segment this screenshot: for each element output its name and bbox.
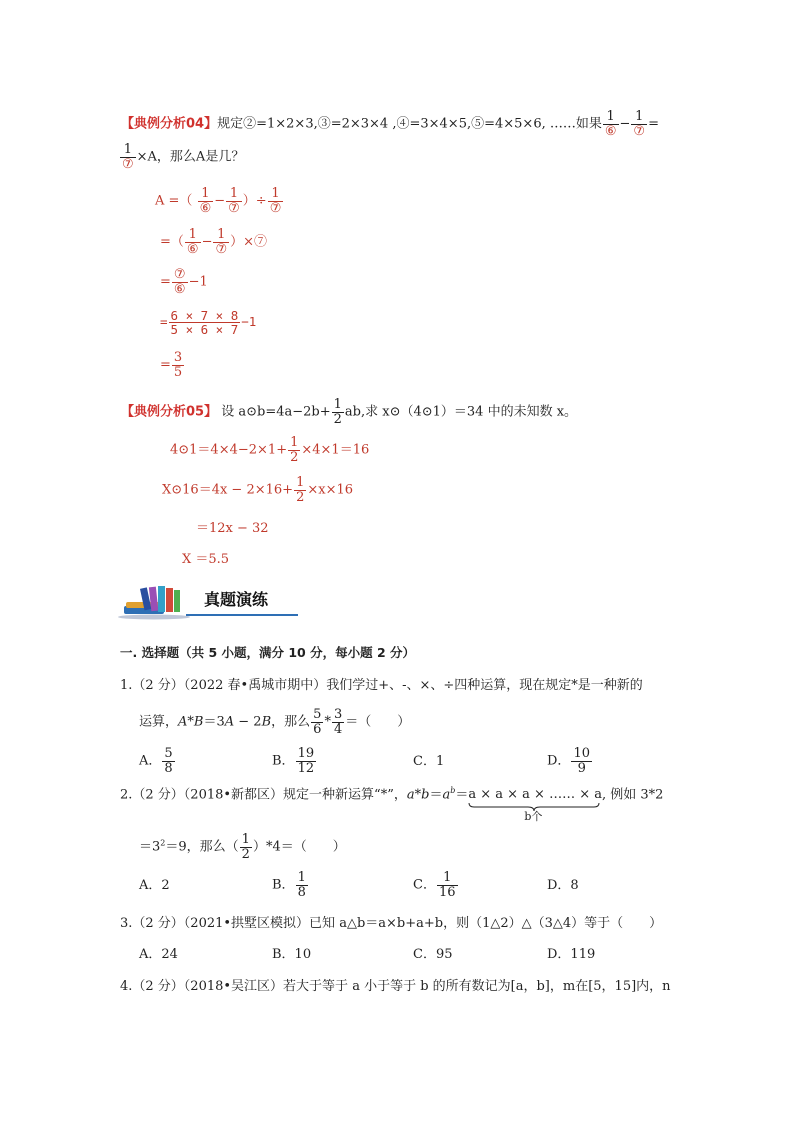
fraction-1-over-7: $\frac{1}{\text{⑦}}$ <box>122 142 134 172</box>
question-2-option-d[interactable]: D．8 <box>547 878 579 893</box>
example-05-line3: ＝12x − 32 <box>196 521 269 536</box>
example-05-tag: 【典例分析05】 <box>121 404 218 420</box>
question-1-option-d[interactable]: D． $\frac{10}{9}$ <box>547 746 590 776</box>
example-05-question: 【典例分析05】 设 a⊙b=4a−2b+ $\frac{1}{2}$ ab,求 x⊙（4⊙1）＝34 中的未知数 x。 <box>121 397 578 427</box>
question-1-option-b[interactable]: B． $\frac{19}{12}$ <box>272 746 315 776</box>
section-heading: 一. 选择题（共 5 小题，满分 10 分，每小题 2 分） <box>120 645 416 660</box>
example-04-line2: $\frac{1}{\text{⑦}}$ ×A，那么A是几？ <box>122 142 245 172</box>
example-04-text: 规定②=1×2×3,③=2×3×4 ,④=3×4×5,⑤=4×5×6, ……如果 <box>217 116 602 132</box>
question-4-line1: 4.（2 分）（2018•吴江区）若大于等于 a 小于等于 b 的所有数记为[a，b]，m在[5，15]内，n <box>120 979 671 994</box>
example-05-line4: X ＝5.5 <box>182 552 230 567</box>
question-3-option-d[interactable]: D．119 <box>547 947 596 962</box>
question-3-option-b[interactable]: B．10 <box>272 947 312 962</box>
fraction-1-over-6: $\frac{1}{\text{⑥}}$ <box>604 109 617 139</box>
question-1-line2: 运算，A*B＝3A − 2B，那么 $\frac{5}{6}$ * $\frac{3}{4}$ ＝（ ） <box>139 707 411 737</box>
example-04-step3: = $\frac{\text{⑦}}{\text{⑥}}$ −1 <box>160 267 208 297</box>
question-3-line1: 3.（2 分）（2021•拱墅区模拟）已知 a△b＝a×b+a+b，则（1△2）△（3△4）等于（ ） <box>120 916 663 931</box>
example-05-line1: 4⊙1＝4×4−2×1+ $\frac{1}{2}$ ×4×1＝16 <box>170 435 370 465</box>
example-04-step2: =（ $\frac{1}{\text{⑥}}$ − $\frac{1}{\text{⑦}}$ ）×⑦ <box>160 227 268 257</box>
question-3-option-a[interactable]: A．24 <box>139 947 178 962</box>
question-1-option-c[interactable]: C．1 <box>413 754 445 769</box>
question-3-option-c[interactable]: C．95 <box>413 947 453 962</box>
question-2-line1: 2.（2 分）（2018•新都区）规定一种新运算“*”，$a*b=a^b=a \times a \times a$ × …… × a b个 , 例如 3*2 <box>120 786 664 824</box>
question-1-line1: 1.（2 分）（2022 春•禹城市期中）我们学过+、-、×、÷四种运算，现在规定*是一种新的 <box>120 678 643 693</box>
banner-title: 真题演练 <box>204 590 269 609</box>
brace-product: a × a × a × …… × a b个 <box>468 787 602 824</box>
example-04-step4: = $\frac{6 \times 7 \times 8}{5 \times 6 \times 7}$ −1 <box>160 308 257 338</box>
fraction-1-over-7: $\frac{1}{\text{⑦}}$ <box>633 109 646 139</box>
example-04-step1: A =（ $\frac{1}{\text{⑥}}$ − $\frac{1}{\text{⑦}}$ ）÷ $\frac{1}{\text{⑦}}$ <box>155 186 282 216</box>
question-2-option-a[interactable]: A．2 <box>139 878 170 893</box>
question-2-option-c[interactable]: C． $\frac{1}{16}$ <box>413 870 456 900</box>
question-2-line2: $=3^2=9$，那么（ $\frac{1}{2}$ ）*4＝（ ） <box>139 832 346 862</box>
question-2-option-b[interactable]: B． $\frac{1}{8}$ <box>272 870 306 900</box>
example-05-line2: X⊙16＝4x − 2×16+ $\frac{1}{2}$ ×x×16 <box>162 475 354 505</box>
example-04-step5: = $\frac{3}{5}$ <box>160 350 183 380</box>
question-1-option-a[interactable]: A． $\frac{5}{8}$ <box>139 746 173 776</box>
section-banner <box>118 586 300 620</box>
example-04-tag: 【典例分析04】 <box>121 116 218 132</box>
example-04-line1: 【典例分析04】规定②=1×2×3,③=2×3×4 ,④=3×4×5,⑤=4×5×6, ……如果 $\frac{1}{\text{⑥}}$ − $\frac{1}{\text{⑦}}$ = <box>121 109 659 139</box>
banner-underline <box>186 614 298 616</box>
